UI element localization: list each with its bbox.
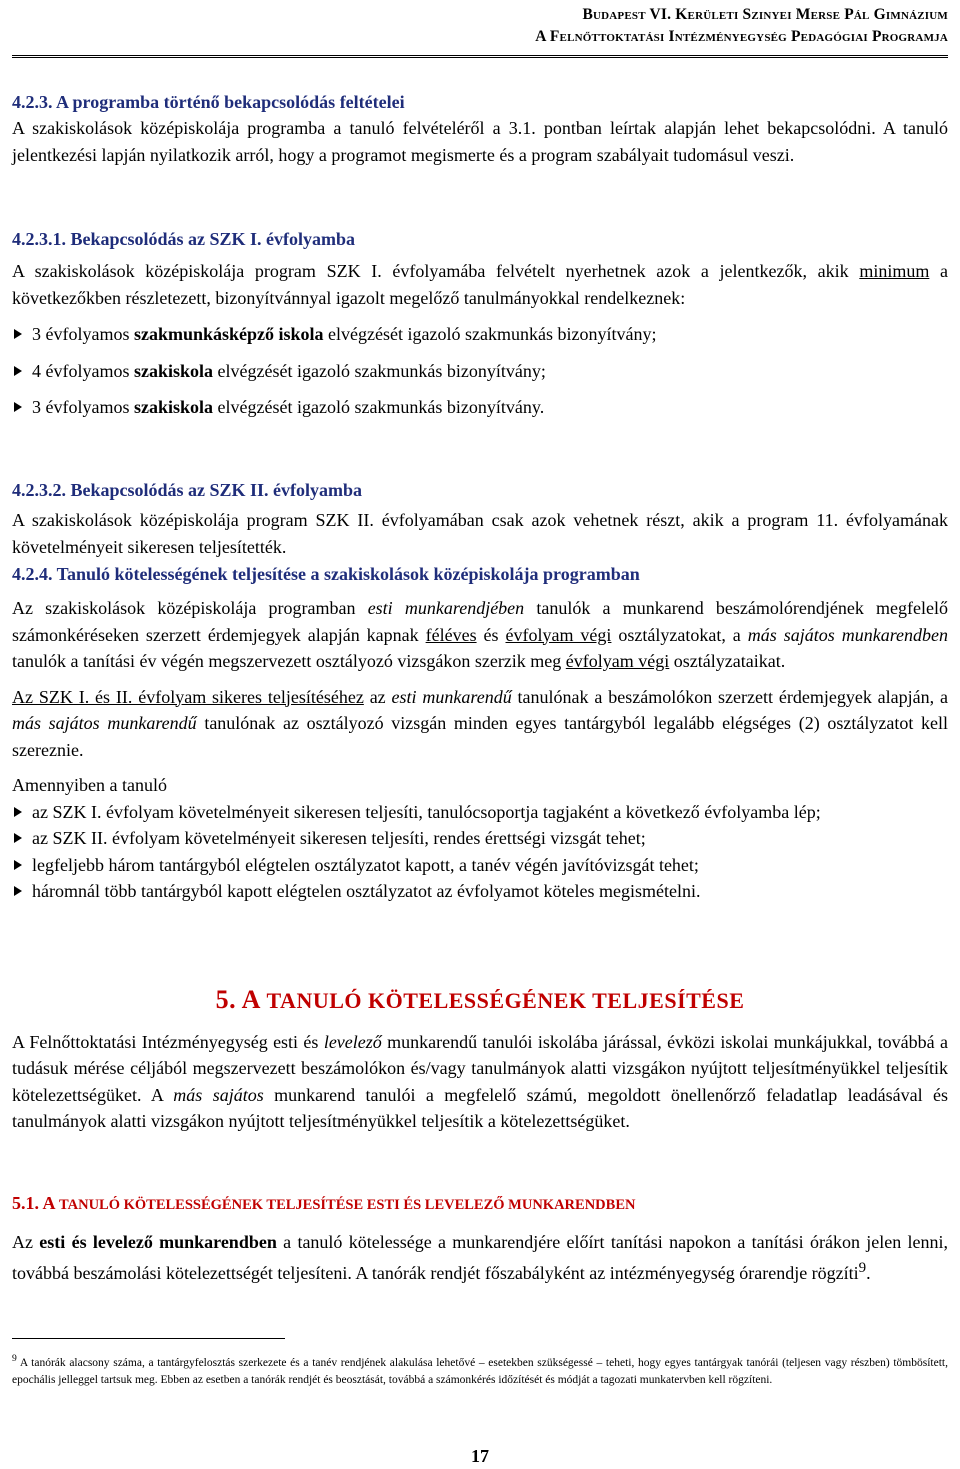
- italic-term: más sajátos munkarendben: [747, 624, 949, 645]
- paragraph-4-2-4-grading: [12, 595, 948, 675]
- section-4-2-4: [12, 561, 948, 905]
- italic-term: esti munkarendű: [391, 686, 512, 707]
- list-item: [12, 825, 948, 852]
- footnote-text: A tanórák alacsony száma, a tantárgyfelosztás szerkezete és a tanév rendjének alakulása lehetővé – esetekben szükségessé – teheti, hogy egyes tantárgyak tanórái (teljesen vagy részben) tömbösített, epochális jelleggel tartsuk meg. Ebben az esetben a tanórák rendjét és beosztását, továbbá a számonkérés időzítését és módját a tagozati munkatervben kell rögzíteni.: [12, 1356, 948, 1386]
- chapter-number: 5.: [215, 985, 237, 1014]
- underlined-term: féléves: [425, 624, 477, 645]
- paragraph-4-2-4-requirements: [12, 684, 948, 764]
- heading-4-2-3: 4.2.3. A programba történő bekapcsolódás feltételei: [12, 92, 405, 112]
- list-item-text: legfeljebb három tantárgyból elégtelen osztályzatot kapott, a tanév végén javítóvizsgát tehet;: [32, 854, 699, 875]
- paragraph-4-2-3-2: A szakiskolások középiskolája program SZK II. évfolyamában csak azok vehetnek részt, akik a program 11. évfolyamának követelményeit sikeresen teljesítették.: [12, 510, 948, 557]
- section-5-1: [12, 1190, 948, 1287]
- footnote-9: [12, 1350, 948, 1389]
- italic-term: más sajátos: [173, 1084, 264, 1105]
- bullet-list-4-2-3-1: [12, 321, 948, 421]
- title-initial: A: [42, 1193, 55, 1213]
- text-run: tanulónak az osztályozó vizsgán minden egyes tantárgyból legalább elégséges (2) osztályzatot kell szereznie.: [12, 713, 948, 760]
- paragraph-4-2-4-condition: Amennyiben a tanuló: [12, 775, 167, 795]
- italic-term: esti munkarendjében: [367, 598, 525, 618]
- text-run: A szakiskolások középiskolája program SZK I. évfolyamába felvételt nyerhetnek azok a jelentkezők, akik: [12, 261, 860, 281]
- triangle-bullet-icon: [14, 860, 22, 870]
- heading-4-2-3-2: 4.2.3.2. Bekapcsolódás az SZK II. évfolyamba: [12, 480, 363, 500]
- text-run: és: [476, 624, 506, 645]
- underlined-term: minimum: [859, 261, 930, 281]
- text-run: 3 évfolyamos: [32, 324, 134, 344]
- section-5: [12, 987, 948, 1135]
- title-rest: TANULÓ KÖTELESSÉGÉNEK TELJESÍTÉSE: [266, 988, 745, 1013]
- list-item: [12, 852, 948, 879]
- text-run: az: [363, 686, 392, 707]
- text-run: a tanuló kötelessége a munkarendjére előírt tanítási napokon a tanítási órákon jelen lenni, továbbá beszámolási kötelezettségét teljesíteni. A tanórák rendjét főszabályként az intézményegység órarendje rögzíti: [12, 1231, 949, 1283]
- page-number: 17: [471, 1446, 489, 1466]
- header-program-title: A Felnőttoktatási Intézményegység Pedagógiai Programja: [535, 28, 948, 45]
- triangle-bullet-icon: [14, 886, 22, 896]
- triangle-bullet-icon: [14, 366, 22, 376]
- underlined-term: évfolyam végi: [565, 651, 670, 671]
- section-4-2-3-2: [12, 477, 948, 560]
- chapter-5-title: [12, 987, 948, 1015]
- title-rest: TANULÓ KÖTELESSÉGÉNEK TELJESÍTÉSE ESTI ÉS LEVELEZŐ MUNKARENDBEN: [59, 1197, 636, 1213]
- bold-term: szakiskola: [133, 397, 214, 417]
- heading-5-1: [12, 1190, 948, 1219]
- list-item: [12, 394, 948, 421]
- section-4-2-3: [12, 89, 948, 168]
- text-run: elvégzését igazoló szakmunkás bizonyítvány;: [323, 324, 657, 344]
- list-item-text: az SZK I. évfolyam követelményeit sikeresen teljesíti, tanulócsoportja tagjaként a következő évfolyamba lép;: [32, 801, 821, 822]
- bullet-list-4-2-4: [12, 799, 948, 905]
- list-item: [12, 878, 948, 905]
- text-run: munkarendű tanulói iskolába járással, évközi iskolai munkájukkal, továbbá a tudásuk mérése céljából megszervezett beszámolókon és/vagy tanulmányok alatti vizsgákon nyújtott teljesítményükkel teljesítik kötelezettségüket. A: [12, 1031, 948, 1105]
- footnote-ref: 9: [858, 1260, 867, 1276]
- italic-term: levelező: [323, 1031, 382, 1052]
- text-run: Az szakiskolások középiskolája programban: [12, 598, 368, 618]
- list-item: [12, 321, 948, 348]
- text-run: osztályzatokat, a: [611, 624, 748, 645]
- footnote-separator: [12, 1338, 285, 1339]
- section-4-2-3-1: [12, 226, 948, 421]
- text-run: tanulónak a beszámolókon szerzett érdemjegyek alapján, a: [511, 686, 948, 707]
- triangle-bullet-icon: [14, 329, 22, 339]
- text-run: .: [866, 1263, 871, 1283]
- text-run: tanulók a tanítási év végén megszervezett osztályozó vizsgákon szerzik meg: [12, 651, 566, 671]
- header-divider: [12, 55, 948, 60]
- text-run: a következőkben részletezett, bizonyítvánnyal igazolt megelőző tanulmányokkal rendelkeznek:: [12, 261, 948, 308]
- list-item-text: az SZK II. évfolyam követelményeit sikeresen teljesíti, rendes érettségi vizsgát tehet;: [32, 828, 646, 848]
- running-header: [12, 0, 948, 48]
- text-run: osztályzataikat.: [669, 651, 786, 671]
- text-run: elvégzését igazoló szakmunkás bizonyítvány;: [213, 360, 546, 381]
- paragraph-4-2-3-1: [12, 258, 948, 311]
- text-run: elvégzését igazoló szakmunkás bizonyítvány.: [213, 397, 545, 417]
- list-item: [12, 358, 948, 385]
- heading-4-2-4: 4.2.4. Tanuló kötelességének teljesítése a szakiskolások középiskolája programban: [12, 564, 640, 584]
- text-run: munkarend tanulói a megfelelő számú, megoldott önellenőrző feladatlap leadásával és tanulmányok alatti vizsgákon nyújtott teljesítményükkel teljesítik a kötelezettségüket.: [12, 1084, 949, 1131]
- document-page: [12, 0, 949, 1466]
- underlined-term: Az SZK I. és II. évfolyam sikeres teljesítéséhez: [12, 686, 364, 707]
- text-run: A Felnőttoktatási Intézményegység esti és: [12, 1031, 324, 1052]
- triangle-bullet-icon: [14, 833, 22, 843]
- underlined-term: évfolyam végi: [505, 624, 612, 645]
- section-number: 5.1.: [12, 1193, 39, 1213]
- paragraph-4-2-3: A szakiskolások középiskolája programba a tanuló felvételéről a 3.1. pontban leírtak alapján lehet bekapcsolódni. A tanuló jelentkezési lapján nyilatkozik arról, hogy a programot megismerte és a program szabályait tudomásul veszi.: [12, 118, 948, 165]
- triangle-bullet-icon: [14, 402, 22, 412]
- list-item-text: háromnál több tantárgyból kapott elégtelen osztályzatot az évfolyamot köteles megismételni.: [32, 881, 701, 901]
- heading-4-2-3-1: 4.2.3.1. Bekapcsolódás az SZK I. évfolyamba: [12, 229, 356, 249]
- footnote-mark: 9: [12, 1353, 17, 1364]
- italic-term: más sajátos munkarendű: [12, 713, 197, 733]
- bold-term: szakmunkásképző iskola: [133, 324, 324, 344]
- text-run: 3 évfolyamos: [32, 397, 134, 417]
- triangle-bullet-icon: [14, 807, 22, 817]
- text-run: tanulók a munkarend beszámolórendjének megfelelő számonkéréseken szerzett érdemjegyek alapján kapnak: [12, 598, 948, 645]
- paragraph-5-1: [12, 1229, 948, 1287]
- bold-term: szakiskola: [133, 360, 214, 381]
- title-initial: A: [241, 985, 260, 1014]
- text-run: 4 évfolyamos: [32, 360, 134, 381]
- paragraph-5: [12, 1029, 948, 1135]
- header-school-name: Budapest VI. Kerületi Szinyei Merse Pál Gimnázium: [582, 6, 948, 23]
- text-run: Az: [12, 1231, 40, 1252]
- bold-term: esti és levelező munkarendben: [39, 1231, 277, 1252]
- list-item: [12, 799, 948, 826]
